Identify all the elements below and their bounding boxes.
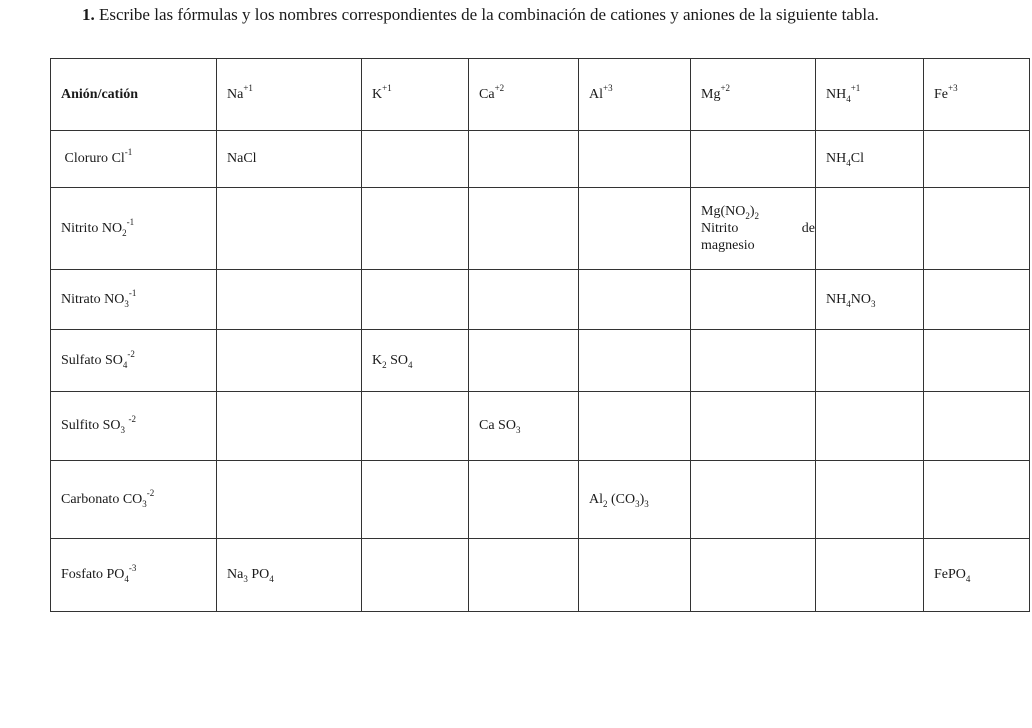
- cell-sulfito-al: [579, 392, 691, 461]
- cell-sulfito-ca: Ca $SO_3$: [469, 392, 579, 461]
- cation-header-nh4: $NH_4^{+1}$: [816, 59, 924, 131]
- anion-row-nitrato: [51, 270, 1030, 330]
- anion-row-nitrito: [51, 188, 1030, 270]
- cell-fosfato-na: $Na_3$ $PO_4$: [217, 539, 362, 612]
- cell-sulfato-fe: [924, 330, 1030, 392]
- cell-nitrito-fe: [924, 188, 1030, 270]
- cation-header-mg: $Mg^{+2}$: [691, 59, 816, 131]
- cell-sulfato-mg: [691, 330, 816, 392]
- cell-fosfato-k: [362, 539, 469, 612]
- cation-anion-table: [50, 58, 1030, 612]
- instruction-body: Escribe las fórmulas y los nombres correspondientes de la combinación de cationes y aniones de la siguiente tabla.: [99, 5, 879, 24]
- cell-nitrato-fe: [924, 270, 1030, 330]
- cell-nitrito-al: [579, 188, 691, 270]
- cell-cloruro-mg: [691, 131, 816, 188]
- cell-sulfito-fe: [924, 392, 1030, 461]
- cell-nitrato-mg: [691, 270, 816, 330]
- cell-fosfato-al: [579, 539, 691, 612]
- cell-carbonato-k: [362, 461, 469, 539]
- cell-nitrato-k: [362, 270, 469, 330]
- cell-fosfato-ca: [469, 539, 579, 612]
- cell-fosfato-nh4: [816, 539, 924, 612]
- instruction-number: 1.: [82, 5, 95, 24]
- cell-cloruro-ca: [469, 131, 579, 188]
- cell-carbonato-al: $Al_2$ $(CO_3)_3$: [579, 461, 691, 539]
- cell-fosfato-mg: [691, 539, 816, 612]
- anion-row-carbonato: [51, 461, 1030, 539]
- anion-header-sulfato: Sulfato $SO_4^{-2}$: [51, 330, 217, 392]
- anion-header-cloruro: Cloruro $Cl^{-1}$: [51, 131, 217, 188]
- cell-sulfito-k: [362, 392, 469, 461]
- anion-header-nitrito: Nitrito $NO_2^{-1}$: [51, 188, 217, 270]
- cell-sulfito-nh4: [816, 392, 924, 461]
- header-row: [51, 59, 1030, 131]
- anion-header-carbonato: Carbonato $CO_3^{-2}$: [51, 461, 217, 539]
- cell-sulfato-ca: [469, 330, 579, 392]
- compound-name-line-2: magnesio: [701, 238, 755, 253]
- cell-sulfito-mg: [691, 392, 816, 461]
- cell-cloruro-al: [579, 131, 691, 188]
- anion-row-sulfato: [51, 330, 1030, 392]
- cell-nitrato-ca: [469, 270, 579, 330]
- cell-cloruro-na: NaCl: [217, 131, 362, 188]
- cell-nitrato-al: [579, 270, 691, 330]
- cell-carbonato-fe: [924, 461, 1030, 539]
- cation-header-na: $Na^{+1}$: [217, 59, 362, 131]
- cell-nitrito-na: [217, 188, 362, 270]
- anion-row-sulfito: [51, 392, 1030, 461]
- anion-row-fosfato: [51, 539, 1030, 612]
- cell-carbonato-ca: [469, 461, 579, 539]
- formula-mg-no2: $Mg(NO_2)_2$: [701, 204, 760, 221]
- anion-header-fosfato: Fosfato $PO_4^{-3}$: [51, 539, 217, 612]
- cell-nitrito-mg: [691, 188, 816, 270]
- cell-sulfato-na: [217, 330, 362, 392]
- cell-nitrito-ca: [469, 188, 579, 270]
- cell-cloruro-nh4: $NH_4Cl$: [816, 131, 924, 188]
- cell-nitrato-nh4: $NH_4NO_3$: [816, 270, 924, 330]
- cell-nitrito-k: [362, 188, 469, 270]
- cation-header-fe: $Fe^{+3}$: [924, 59, 1030, 131]
- cell-sulfito-na: [217, 392, 362, 461]
- cation-header-k: $K^{+1}$: [362, 59, 469, 131]
- cation-header-ca: $Ca^{+2}$: [469, 59, 579, 131]
- cation-header-al: $Al^{+3}$: [579, 59, 691, 131]
- cell-fosfato-fe: FePO$_4$: [924, 539, 1030, 612]
- cell-carbonato-na: [217, 461, 362, 539]
- cell-sulfato-al: [579, 330, 691, 392]
- cell-cloruro-k: [362, 131, 469, 188]
- cell-carbonato-nh4: [816, 461, 924, 539]
- cell-carbonato-mg: [691, 461, 816, 539]
- anion-row-cloruro: [51, 131, 1030, 188]
- cell-sulfato-nh4: [816, 330, 924, 392]
- cell-sulfato-k: $K_2$ $SO_4$: [362, 330, 469, 392]
- cell-cloruro-fe: [924, 131, 1030, 188]
- compound-name-line: Nitrito de: [701, 221, 815, 236]
- instruction-text: [82, 4, 1002, 26]
- cell-nitrato-na: [217, 270, 362, 330]
- cell-nitrito-nh4: [816, 188, 924, 270]
- anion-header-sulfito: Sulfito $SO_3$ $^{-2}$: [51, 392, 217, 461]
- anion-header-nitrato: Nitrato $NO_3^{-1}$: [51, 270, 217, 330]
- corner-header: Anión/catión: [51, 59, 217, 131]
